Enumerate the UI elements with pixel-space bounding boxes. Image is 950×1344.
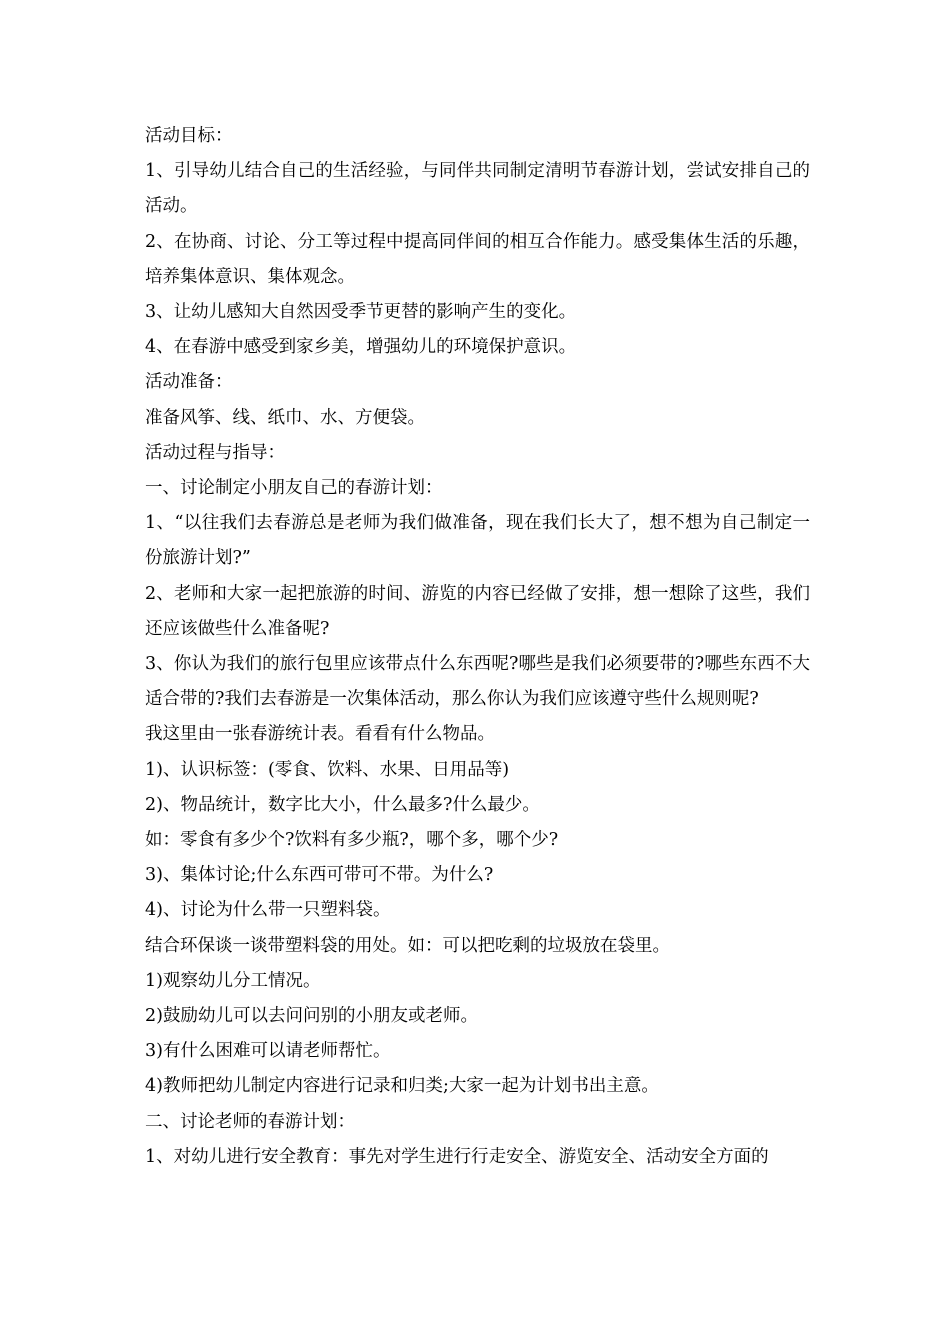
- section-one-heading: 一、讨论制定小朋友自己的春游计划：: [145, 478, 443, 499]
- sub-item-1: 1)、认识标签：(零食、饮料、水果、日用品等): [145, 759, 510, 780]
- heading-activity-preparation: 活动准备：: [145, 372, 233, 393]
- guidance-item-1: 1)观察幼儿分工情况。: [145, 970, 321, 991]
- section-one-item-3: 3、你认为我们的旅行包里应该带点什么东西呢?哪些是我们必须要带的?哪些东西不大适合带的?我们去春游是一次集体活动，那么你认为我们应该遵守些什么规则呢?: [145, 654, 810, 710]
- goal-item-3: 3、让幼儿感知大自然因受季节更替的影响产生的变化。: [145, 302, 577, 323]
- example-text: 如：零食有多少个?饮料有多少瓶?，哪个多，哪个少?: [145, 830, 559, 851]
- goal-item-1: 1、引导幼儿结合自己的生活经验，与同伴共同制定清明节春游计划，尝试安排自己的活动。: [145, 161, 810, 217]
- heading-activity-goals: 活动目标：: [145, 126, 233, 146]
- sub-item-2: 2)、物品统计，数字比大小，什么最多?什么最少。: [145, 794, 540, 815]
- guidance-item-2: 2)鼓励幼儿可以去问问别的小朋友或老师。: [145, 1006, 478, 1027]
- section-one-item-2: 2、老师和大家一起把旅游的时间、游览的内容已经做了安排，想一想除了这些，我们还应该做些什么准备呢?: [145, 583, 810, 639]
- preparation-text: 准备风筝、线、纸巾、水、方便袋。: [145, 407, 425, 428]
- environmental-note: 结合环保谈一谈带塑料袋的用处。如：可以把吃剩的垃圾放在袋里。: [145, 935, 670, 956]
- sub-item-4: 4)、讨论为什么带一只塑料袋。: [145, 900, 391, 921]
- section-one-item-1: 1、“以往我们去春游总是老师为我们做准备，现在我们长大了，想不想为自己制定一份旅游计划?”: [145, 513, 810, 569]
- guidance-item-3: 3)有什么困难可以请老师帮忙。: [145, 1041, 391, 1062]
- guidance-item-4: 4)教师把幼儿制定内容进行记录和归类;大家一起为计划书出主意。: [145, 1076, 659, 1097]
- section-two-item-1: 1、对幼儿进行安全教育：事先对学生进行行走安全、游览安全、活动安全方面的: [145, 1146, 769, 1167]
- section-two-heading: 二、讨论老师的春游计划：: [145, 1111, 355, 1132]
- document-body: [145, 119, 810, 1175]
- heading-activity-process: 活动过程与指导：: [145, 442, 285, 463]
- goal-item-2: 2、在协商、讨论、分工等过程中提高同伴间的相互合作能力。感受集体生活的乐趣，培养集体意识、集体观念。: [145, 231, 810, 287]
- goal-item-4: 4、在春游中感受到家乡美，增强幼儿的环境保护意识。: [145, 337, 577, 358]
- sub-item-3: 3)、集体讨论;什么东西可带可不带。为什么?: [145, 865, 494, 886]
- statistics-table-intro: 我这里由一张春游统计表。看看有什么物品。: [145, 724, 495, 745]
